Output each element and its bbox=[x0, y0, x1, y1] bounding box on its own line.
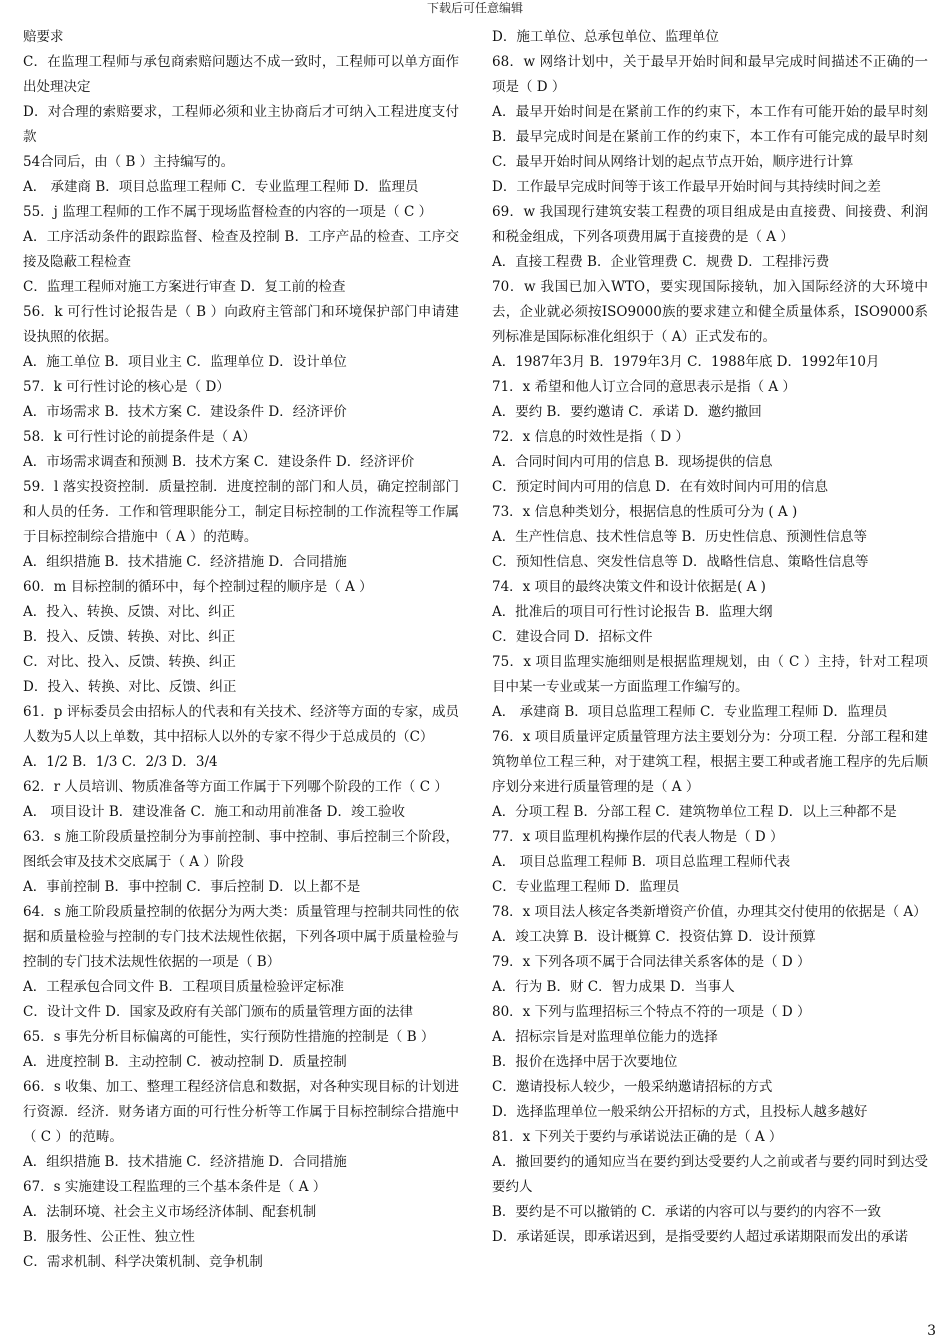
right-column-line: D．承诺延误，即承诺迟到，是指受要约人超过承诺期限而发出的承诺 bbox=[492, 1229, 908, 1245]
right-column-line: 71．x 希望和他人订立合同的意思表示是指（ A ） bbox=[492, 379, 796, 395]
right-column-line: C．预定时间内可用的信息 D．在有效时间内可用的信息 bbox=[492, 479, 828, 495]
left-column-line: 55．j 监理工程师的工作不属于现场监督检查的内容的一项是（ C ） bbox=[23, 204, 433, 220]
left-column-line: C．监理工程师对施工方案进行审查 D．复工前的检查 bbox=[23, 279, 346, 295]
left-column-line: 61．p 评标委员会由招标人的代表和有关技术、经济等方面的专家，成员人数为5人以上单数，其中招标人以外的专家不得少于总成员的（C） bbox=[23, 704, 459, 745]
right-column-line: 68．w 网络计划中，关于最早开始时间和最早完成时间描述不正确的一项是（ D ） bbox=[492, 54, 928, 95]
right-column-line: D．工作最早完成时间等于该工作最早开始时间与其持续时间之差 bbox=[492, 179, 881, 195]
left-column-line: A．投入、转换、反馈、对比、纠正 bbox=[23, 604, 236, 620]
left-column-line: C．对比、投入、反馈、转换、纠正 bbox=[23, 654, 236, 670]
left-column-line: 66．s 收集、加工、整理工程经济信息和数据，对各种实现目标的计划进行资源．经济．财务诸方面的可行性分析等工作属于目标控制综合措施中（ C ）的范畴。 bbox=[23, 1079, 459, 1145]
left-column-line: C．在监理工程师与承包商索赔问题达不成一致时，工程师可以单方面作出处理决定 bbox=[23, 54, 459, 95]
right-column-line: 74．x 项目的最终决策文件和设计依据是( A ) bbox=[492, 579, 766, 595]
right-column-line: A．最早开始时间是在紧前工作的约束下，本工作有可能开始的最早时刻 B．最早完成时间是在紧前工作的约束下，本工作有可能完成的最早时刻 C．最早开始时间从网络计划的起点节点开始，顺序进行计算 bbox=[492, 104, 928, 170]
right-column-line: A．竣工决算 B．设计概算 C．投资估算 D．设计预算 bbox=[492, 929, 816, 945]
right-column-line: A．直接工程费 B．企业管理费 C．规费 D．工程排污费 bbox=[492, 254, 830, 270]
right-column-line: A．要约 B．要约邀请 C．承诺 D．邀约撤回 bbox=[492, 404, 762, 420]
right-column-line: B．要约是不可以撤销的 C．承诺的内容可以与要约的内容不一致 bbox=[492, 1204, 882, 1220]
left-column-line: 56．k 可行性讨论报告是（ B ）向政府主管部门和环境保护部门申请建设执照的依据。 bbox=[23, 304, 459, 345]
right-column-line: 76．x 项目质量评定质量管理方法主要划分为：分项工程．分部工程和建筑物单位工程三种，对于建筑工程，根据主要工种或者施工程序的先后顺序划分来进行质量管理的是（ A ） bbox=[492, 729, 928, 795]
left-column-line: 60．m 目标控制的循环中，每个控制过程的顺序是（ A ） bbox=[23, 579, 373, 595]
right-column-line: A．1987年3月 B．1979年3月 C．1988年底 D．1992年10月 bbox=[492, 354, 880, 370]
right-column-line: A．行为 B．财 C．智力成果 D．当事人 bbox=[492, 979, 735, 995]
left-column-line: D．投入、转换、对比、反馈、纠正 bbox=[23, 679, 237, 695]
left-column-line: A．市场需求调查和预测 B．技术方案 C．建设条件 D．经济评价 bbox=[23, 454, 415, 470]
left-column-line: A．进度控制 B．主动控制 C．被动控制 D．质量控制 bbox=[23, 1054, 347, 1070]
left-column-line: A．组织措施 B．技术措施 C．经济措施 D．合同措施 bbox=[23, 554, 347, 570]
right-column-line: A． 项目总监理工程师 B．项目总监理工程师代表 bbox=[492, 854, 791, 870]
left-column-line: 65．s 事先分析目标偏离的可能性，实行预防性措施的控制是（ B ） bbox=[23, 1029, 435, 1045]
left-column bbox=[23, 25, 459, 1275]
right-column-line: 78．x 项目法人核定各类新增资产价值，办理其交付使用的依据是（ A） bbox=[492, 904, 927, 920]
left-column-line: A．1/2 B．1/3 C．2/3 D．3/4 bbox=[23, 754, 218, 770]
left-column-line: A．施工单位 B．项目业主 C．监理单位 D．设计单位 bbox=[23, 354, 347, 370]
right-column-line: 72．x 信息的时效性是指（ D ） bbox=[492, 429, 689, 445]
left-column-line: C．设计文件 D．国家及政府有关部门颁布的质量管理方面的法律 bbox=[23, 1004, 413, 1020]
right-column-line: C．建设合同 D．招标文件 bbox=[492, 629, 653, 645]
left-column-line: B．服务性、公正性、独立性 bbox=[23, 1229, 195, 1245]
right-column-line: D．施工单位、总承包单位、监理单位 bbox=[492, 29, 719, 45]
right-column-line: B．报价在选择中居于次要地位 bbox=[492, 1054, 678, 1070]
right-column-line: 70．w 我国已加入WTO，要实现国际接轨，加入国际经济的大环境中去，企业就必须按ISO9000族的要求建立和健全质量体系，ISO9000系列标准是国际标准化组织于（ A）正式发布的。 bbox=[492, 279, 928, 345]
left-column-line: A． 承建商 B．项目总监理工程师 C．专业监理工程师 D．监理员 bbox=[23, 179, 419, 195]
page-number: 3 bbox=[927, 1323, 936, 1339]
left-column-line: A．工程承包合同文件 B．工程项目质量检验评定标准 bbox=[23, 979, 344, 995]
right-column-line: A．合同时间内可用的信息 B．现场提供的信息 bbox=[492, 454, 773, 470]
left-column-line: A．组织措施 B．技术措施 C．经济措施 D．合同措施 bbox=[23, 1154, 347, 1170]
right-column-line: D．选择监理单位一般采纳公开招标的方式，且投标人越多越好 bbox=[492, 1104, 868, 1120]
left-column-line: 59．l 落实投资控制．质量控制．进度控制的部门和人员，确定控制部门和人员的任务．工作和管理职能分工，制定目标控制的工作流程等工作属于目标控制综合措施中（ A ）的范畴。 bbox=[23, 479, 459, 545]
left-column-line: C．需求机制、科学决策机制、竞争机制 bbox=[23, 1254, 263, 1270]
left-column-line: B．投入、反馈、转换、对比、纠正 bbox=[23, 629, 236, 645]
right-column-line: A．生产性信息、技术性信息等 B．历史性信息、预测性信息等 bbox=[492, 529, 867, 545]
page-header: 下载后可任意编辑 bbox=[426, 1, 523, 15]
right-column-line: 69．w 我国现行建筑安装工程费的项目组成是由直接费、间接费、利润和税金组成，下列各项费用属于直接费的是（ A ） bbox=[492, 204, 928, 245]
right-column bbox=[492, 25, 928, 1250]
left-column-line: A．市场需求 B．技术方案 C．建设条件 D．经济评价 bbox=[23, 404, 347, 420]
left-column-line: A． 项目设计 B．建设准备 C．施工和动用前准备 D．竣工验收 bbox=[23, 804, 405, 820]
left-column-line: 赔要求 bbox=[23, 29, 64, 45]
left-column-line: 54合同后，由（ B ）主持编写的。 bbox=[23, 154, 235, 170]
left-column-line: D．对合理的索赔要求，工程师必须和业主协商后才可纳入工程进度支付款 bbox=[23, 104, 459, 145]
right-column-line: A．招标宗旨是对监理单位能力的选择 bbox=[492, 1029, 718, 1045]
left-column-line: 63．s 施工阶段质量控制分为事前控制、事中控制、事后控制三个阶段，图纸会审及技术交底属于（ A ）阶段 bbox=[23, 829, 459, 870]
left-column-line: A．事前控制 B．事中控制 C．事后控制 D．以上都不是 bbox=[23, 879, 361, 895]
left-column-line: A．法制环境、社会主义市场经济体制、配套机制 bbox=[23, 1204, 317, 1220]
right-column-line: 77．x 项目监理机构操作层的代表人物是（ D ） bbox=[492, 829, 784, 845]
right-column-line: 80．x 下列与监理招标三个特点不符的一项是（ D ） bbox=[492, 1004, 811, 1020]
right-column-line: A．撤回要约的通知应当在要约到达受要约人之前或者与要约同时到达受要约人 bbox=[492, 1154, 928, 1195]
right-column-line: C．邀请投标人较少，一般采纳邀请招标的方式 bbox=[492, 1079, 773, 1095]
right-column-line: 75．x 项目监理实施细则是根据监理规划，由（ C ）主持，针对工程项目中某一专业或某一方面监理工作编写的。 bbox=[492, 654, 928, 695]
right-column-line: C．专业监理工程师 D．监理员 bbox=[492, 879, 680, 895]
right-column-line: 81．x 下列关于要约与承诺说法正确的是（ A ） bbox=[492, 1129, 783, 1145]
right-column-line: 79．x 下列各项不属于合同法律关系客体的是（ D ） bbox=[492, 954, 811, 970]
left-column-line: 62．r 人员培训、物质准备等方面工作属于下列哪个阶段的工作（ C ） bbox=[23, 779, 448, 795]
right-column-line: 73．x 信息种类划分，根据信息的性质可分为 ( A ) bbox=[492, 504, 798, 520]
right-column-line: A．批准后的项目可行性讨论报告 B．监理大纲 bbox=[492, 604, 773, 620]
left-column-line: 64．s 施工阶段质量控制的依据分为两大类：质量管理与控制共同性的依据和质量检验与控制的专门技术法规性依据，下列各项中属于质量检验与控制的专门技术法规性依据的一项是（ B） bbox=[23, 904, 459, 970]
left-column-line: 57．k 可行性讨论的核心是（ D） bbox=[23, 379, 230, 395]
left-column-line: 67．s 实施建设工程监理的三个基本条件是（ A ） bbox=[23, 1179, 327, 1195]
left-column-line: 58．k 可行性讨论的前提条件是（ A） bbox=[23, 429, 256, 445]
right-column-line: C．预知性信息、突发性信息等 D．战略性信息、策略性信息等 bbox=[492, 554, 869, 570]
right-column-line: A．分项工程 B．分部工程 C．建筑物单位工程 D．以上三种都不是 bbox=[492, 804, 897, 820]
right-column-line: A． 承建商 B．项目总监理工程师 C．专业监理工程师 D．监理员 bbox=[492, 704, 888, 720]
left-column-line: A．工序活动条件的跟踪监督、检查及控制 B．工序产品的检查、工序交接及隐蔽工程检查 bbox=[23, 229, 459, 270]
